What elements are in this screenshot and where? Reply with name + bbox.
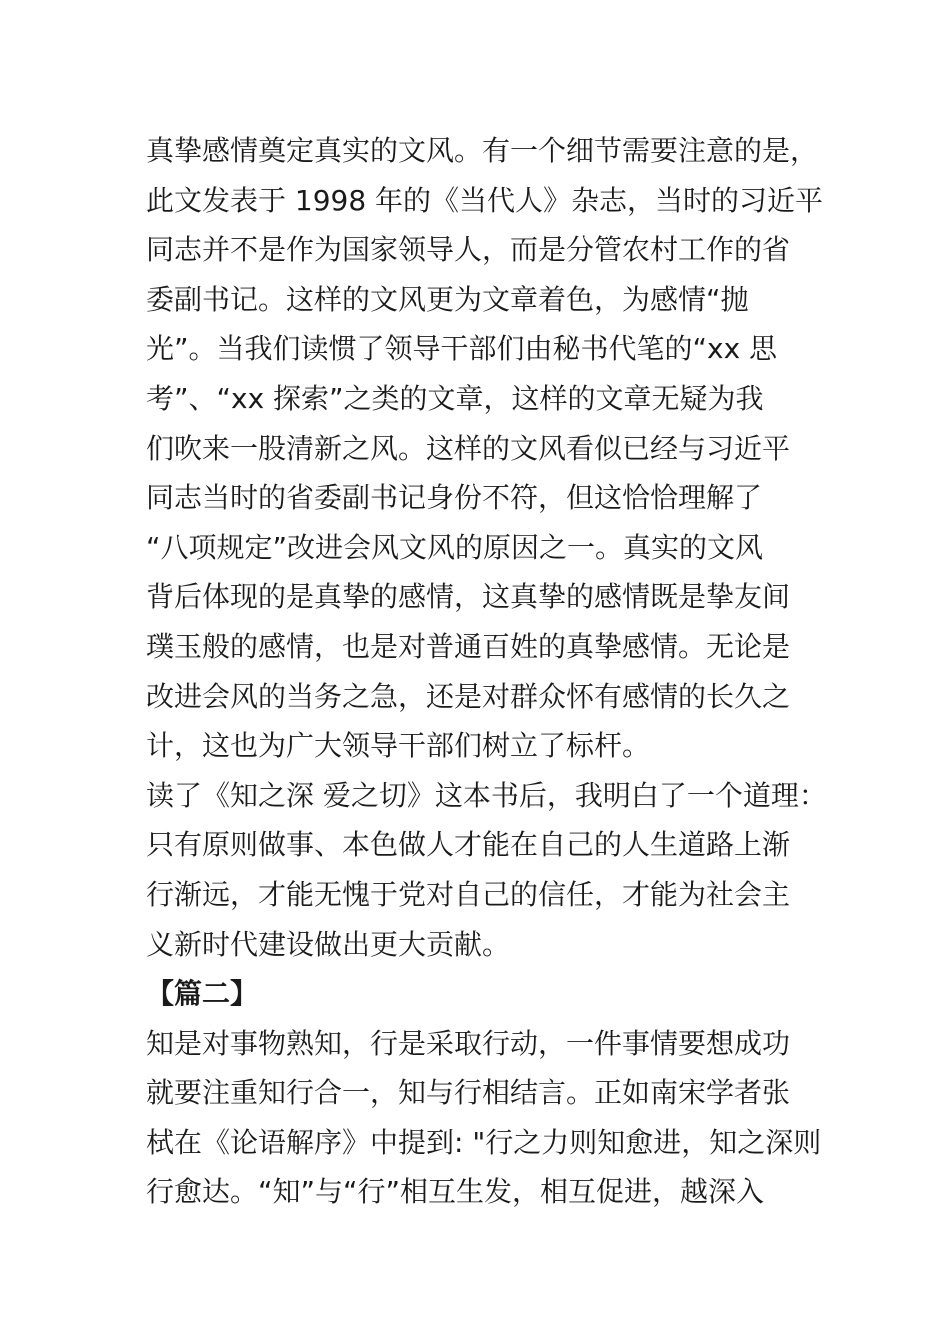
text-line: 此文发表于 1998 年的《当代人》杂志，当时的习近平 bbox=[146, 183, 824, 217]
text-line: 真挚感情奠定真实的文风。有一个细节需要注意的是， bbox=[146, 134, 819, 167]
text-line: 计，这也为广大领导干部们树立了标杆。 bbox=[146, 729, 651, 763]
paragraph-2 bbox=[146, 771, 827, 969]
text-line: 义新时代建设做出更大贡献。 bbox=[146, 927, 511, 961]
text-line: 光”。当我们读惯了领导干部们由秘书代笔的“xx 思 bbox=[146, 332, 778, 366]
text-line: 就要注重知行合一，知与行相结言。正如南宋学者张 bbox=[146, 1076, 791, 1110]
text-line: 改进会风的当务之急，还是对群众怀有感情的长久之 bbox=[146, 679, 791, 713]
text-line: 知是对事物熟知，行是采取行动，一件事情要想成功 bbox=[146, 1026, 791, 1060]
text-line: 行愈达。“知”与“行”相互生发，相互促进，越深入 bbox=[146, 1175, 765, 1209]
text-line: 行渐远，才能无愧于党对自己的信任，才能为社会主 bbox=[146, 877, 791, 911]
text-line: 同志当时的省委副书记身份不符，但这恰恰理解了 bbox=[146, 481, 763, 515]
text-line: 背后体现的是真挚的感情，这真挚的感情既是挚友间 bbox=[146, 580, 791, 614]
text-line: 璞玉般的感情，也是对普通百姓的真挚感情。无论是 bbox=[146, 629, 791, 663]
text-line: 考”、“xx 探索”之类的文章，这样的文章无疑为我 bbox=[146, 381, 764, 415]
text-line: 委副书记。这样的文风更为文章着色，为感情“抛 bbox=[146, 282, 749, 316]
text-line: 们吹来一股清新之风。这样的文风看似已经与习近平 bbox=[146, 431, 791, 465]
text-line: 同志并不是作为国家领导人，而是分管农村工作的省 bbox=[146, 233, 791, 267]
text-line: 读了《知之深 爱之切》这本书后，我明白了一个道理： bbox=[146, 778, 827, 812]
section-heading: 【篇二】 bbox=[146, 977, 259, 1011]
paragraph-1 bbox=[146, 126, 824, 771]
text-line: “八项规定”改进会风文风的原因之一。真实的文风 bbox=[146, 530, 764, 564]
paragraph-3 bbox=[146, 1019, 822, 1217]
text-line: 栻在《论语解序》中提到: "行之力则知愈进，知之深则 bbox=[146, 1125, 822, 1159]
text-line: 只有原则做事、本色做人才能在自己的人生道路上渐 bbox=[146, 828, 791, 862]
document-body bbox=[146, 126, 827, 1217]
